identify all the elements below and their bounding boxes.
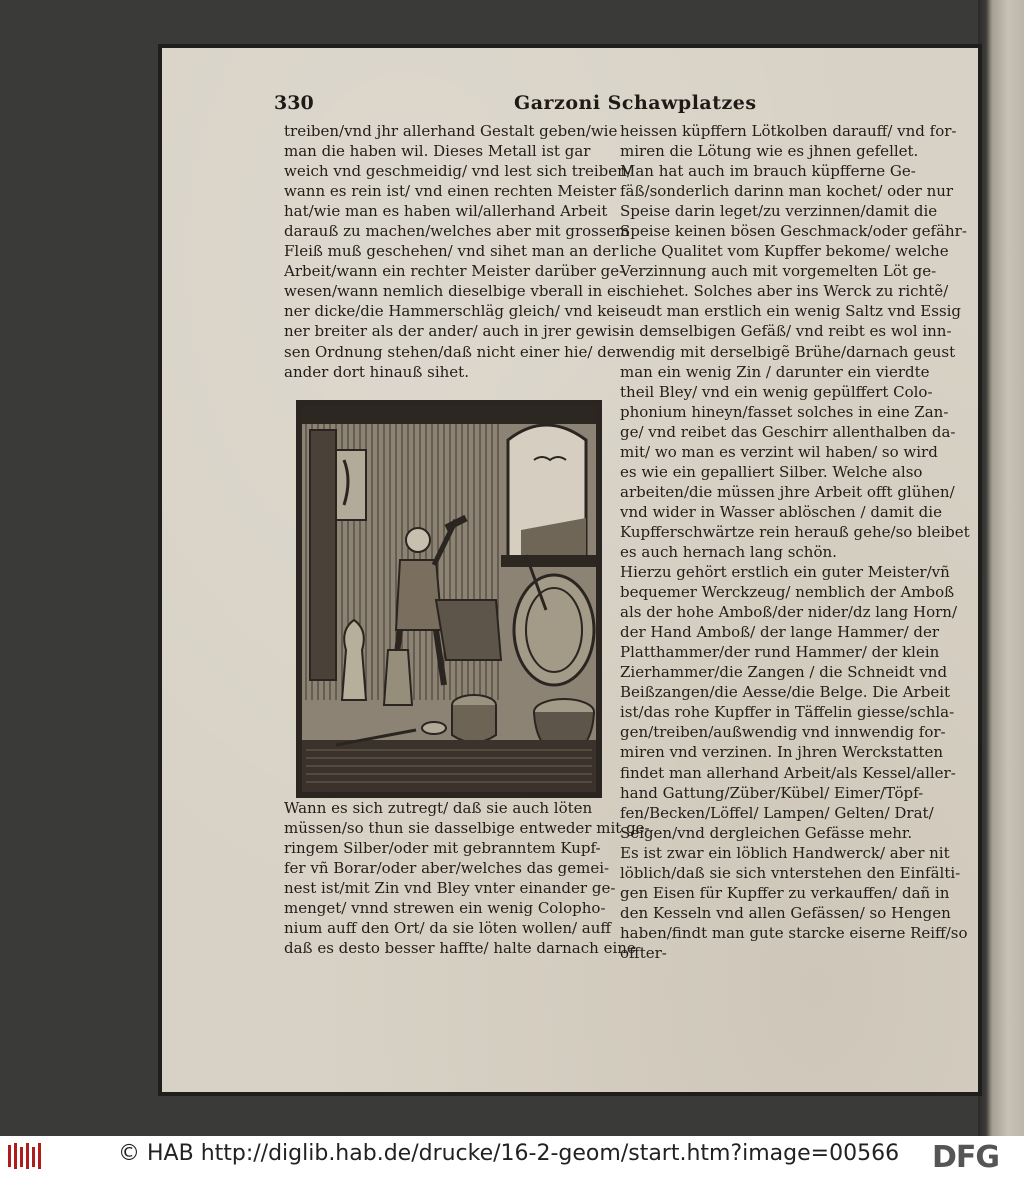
text-line: ge/ vnd reibet das Geschirr allenthalben da- — [620, 422, 956, 441]
woodcut-illustration — [296, 400, 602, 798]
text-line: findet man allerhand Arbeit/als Kessel/aller- — [620, 763, 956, 782]
text-line: ander dort hinauß sihet. — [284, 362, 469, 381]
text-line: den Kesseln vnd allen Gefässen/ so Hengen — [620, 903, 951, 922]
text-line: müssen/so thun sie dasselbige entweder mit ge- — [284, 819, 650, 838]
right-column — [620, 121, 970, 963]
text-line: offter- — [620, 943, 667, 962]
copyright-label: © HAB — [118, 1141, 194, 1166]
text-line: menget/ vnnd strewen ein wenig Colopho- — [284, 899, 606, 918]
text-line: Verzinnung auch mit vorgemelten Löt ge- — [620, 262, 937, 281]
viewer-footer — [0, 1136, 1024, 1177]
text-line: Kupfferschwärtze rein herauß gehe/so bleibet — [620, 522, 970, 541]
text-line: seudt man erstlich ein wenig Saltz vnd Essig — [620, 302, 962, 321]
text-line: löblich/daß sie sich vnterstehen den Einfälti- — [620, 863, 961, 882]
text-line: bequemer Werckzeug/ nemblich der Amboß — [620, 583, 955, 602]
text-line: Wann es sich zutregt/ daß sie auch löten — [284, 799, 593, 817]
text-line: wann es rein ist/ vnd einen rechten Meister — [284, 182, 617, 201]
text-line: mit/ wo man es verzint wil haben/ so wird — [620, 442, 938, 461]
text-line: Fleiß muß geschehen/ vnd sihet man an der — [284, 242, 619, 261]
running-title: Garzoni Schawplatzes — [514, 92, 757, 114]
text-line: Seigen/vnd dergleichen Gefässe mehr. — [620, 823, 913, 842]
text-line: miren vnd verzinen. In jhren Werckstatten — [620, 743, 944, 762]
text-line: gen Eisen für Kupffer zu verkauffen/ dañ in — [620, 883, 950, 902]
text-line: man ein wenig Zin / darunter ein vierdte — [620, 362, 930, 381]
text-line: Es ist zwar ein löblich Handwerck/ aber nit — [620, 843, 950, 862]
text-line: Platthammer/der rund Hammer/ der klein — [620, 643, 940, 662]
text-line: schiehet. Solches aber ins Werck zu richtẽ/ — [620, 282, 949, 301]
text-line: arbeiten/die müssen jhre Arbeit offt glühen/ — [620, 482, 955, 501]
dfg-logo: DFG — [932, 1140, 1000, 1175]
text-line: ringem Silber/oder mit gebranntem Kupf- — [284, 839, 601, 858]
text-line: in demselbigen Gefäß/ vnd reibt es wol inn- — [620, 322, 952, 341]
text-line: weich vnd geschmeidig/ vnd lest sich treiben/ — [284, 162, 632, 181]
text-line: fer vñ Borar/oder aber/welches das gemei- — [284, 859, 610, 878]
adjacent-page-edge — [978, 0, 1024, 1136]
text-line: ist/das rohe Kupffer in Täffelin giesse/schla- — [620, 703, 955, 722]
left-column-top — [284, 121, 632, 382]
text-line: treiben/vnd jhr allerhand Gestalt geben/wie — [284, 122, 618, 140]
text-line: der Hand Amboß/ der lange Hammer/ der — [620, 623, 940, 642]
page-number: 330 — [274, 92, 314, 114]
text-line: miren die Lötung wie es jhnen gefellet. — [620, 142, 919, 161]
text-line: es auch hernach lang schön. — [620, 542, 837, 561]
text-line: man die haben wil. Dieses Metall ist gar — [284, 142, 591, 161]
text-line: nium auff den Ort/ da sie löten wollen/ auff — [284, 919, 612, 938]
text-line: Hierzu gehört erstlich ein guter Meister/vñ — [620, 563, 950, 582]
text-line: darauß zu machen/welches aber mit grossem — [284, 222, 630, 241]
text-line: Speise keinen bösen Geschmack/oder gefähr- — [620, 222, 967, 241]
text-line: hat/wie man es haben wil/allerhand Arbeit — [284, 202, 608, 221]
text-line: phonium hineyn/fasset solches in eine Zan- — [620, 402, 949, 421]
text-line: hand Gattung/Züber/Kübel/ Eimer/Töpf- — [620, 783, 924, 802]
text-line: Beißzangen/die Aesse/die Belge. Die Arbeit — [620, 683, 951, 702]
text-line: wendig mit derselbigẽ Brühe/darnach geust — [620, 342, 956, 361]
text-line: nest ist/mit Zin vnd Bley vnter einander ge- — [284, 879, 616, 898]
text-line: liche Qualitet vom Kupffer bekome/ welche — [620, 242, 949, 261]
text-line: haben/findt man gute starcke eiserne Reiff/so — [620, 923, 968, 942]
page-header — [274, 92, 918, 116]
text-line: fäß/sonderlich darinn man kochet/ oder nur — [620, 182, 954, 201]
text-line: heissen küpffern Lötkolben darauff/ vnd for- — [620, 122, 957, 140]
text-line: es wie ein gepalliert Silber. Welche also — [620, 462, 923, 481]
text-line: als der hohe Amboß/der nider/dz lang Horn/ — [620, 603, 958, 622]
book-page — [162, 48, 978, 1092]
text-line: Zierhammer/die Zangen / die Schneidt vnd — [620, 663, 948, 682]
text-line: Man hat auch im brauch küpfferne Ge- — [620, 162, 916, 181]
text-line: Speise darin leget/zu verzinnen/damit die — [620, 202, 938, 221]
source-url-link[interactable]: http://diglib.hab.de/drucke/16-2-geom/start.htm?image=00566 — [200, 1141, 900, 1166]
text-line: vnd wider in Wasser ablöschen / damit die — [620, 502, 942, 521]
hab-library-logo-icon — [6, 1141, 46, 1171]
text-line: fen/Becken/Löffel/ Lampen/ Gelten/ Drat/ — [620, 803, 934, 822]
text-line: ner breiter als der ander/ auch in jrer gewis- — [284, 322, 625, 341]
text-line: wesen/wann nemlich dieselbige vberall in ei- — [284, 282, 626, 301]
text-line: ner dicke/die Hammerschläg gleich/ vnd kei- — [284, 302, 626, 321]
text-line: theil Bley/ vnd ein wenig gepülffert Colo- — [620, 382, 933, 401]
text-line: gen/treiben/außwendig vnd innwendig for- — [620, 723, 946, 742]
footer-credit — [118, 1141, 899, 1166]
text-line: Arbeit/wann ein rechter Meister darüber ge- — [284, 262, 625, 281]
text-line: daß es desto besser haffte/ halte darnach eine — [284, 939, 636, 958]
text-line: sen Ordnung stehen/daß nicht einer hie/ der — [284, 342, 623, 361]
